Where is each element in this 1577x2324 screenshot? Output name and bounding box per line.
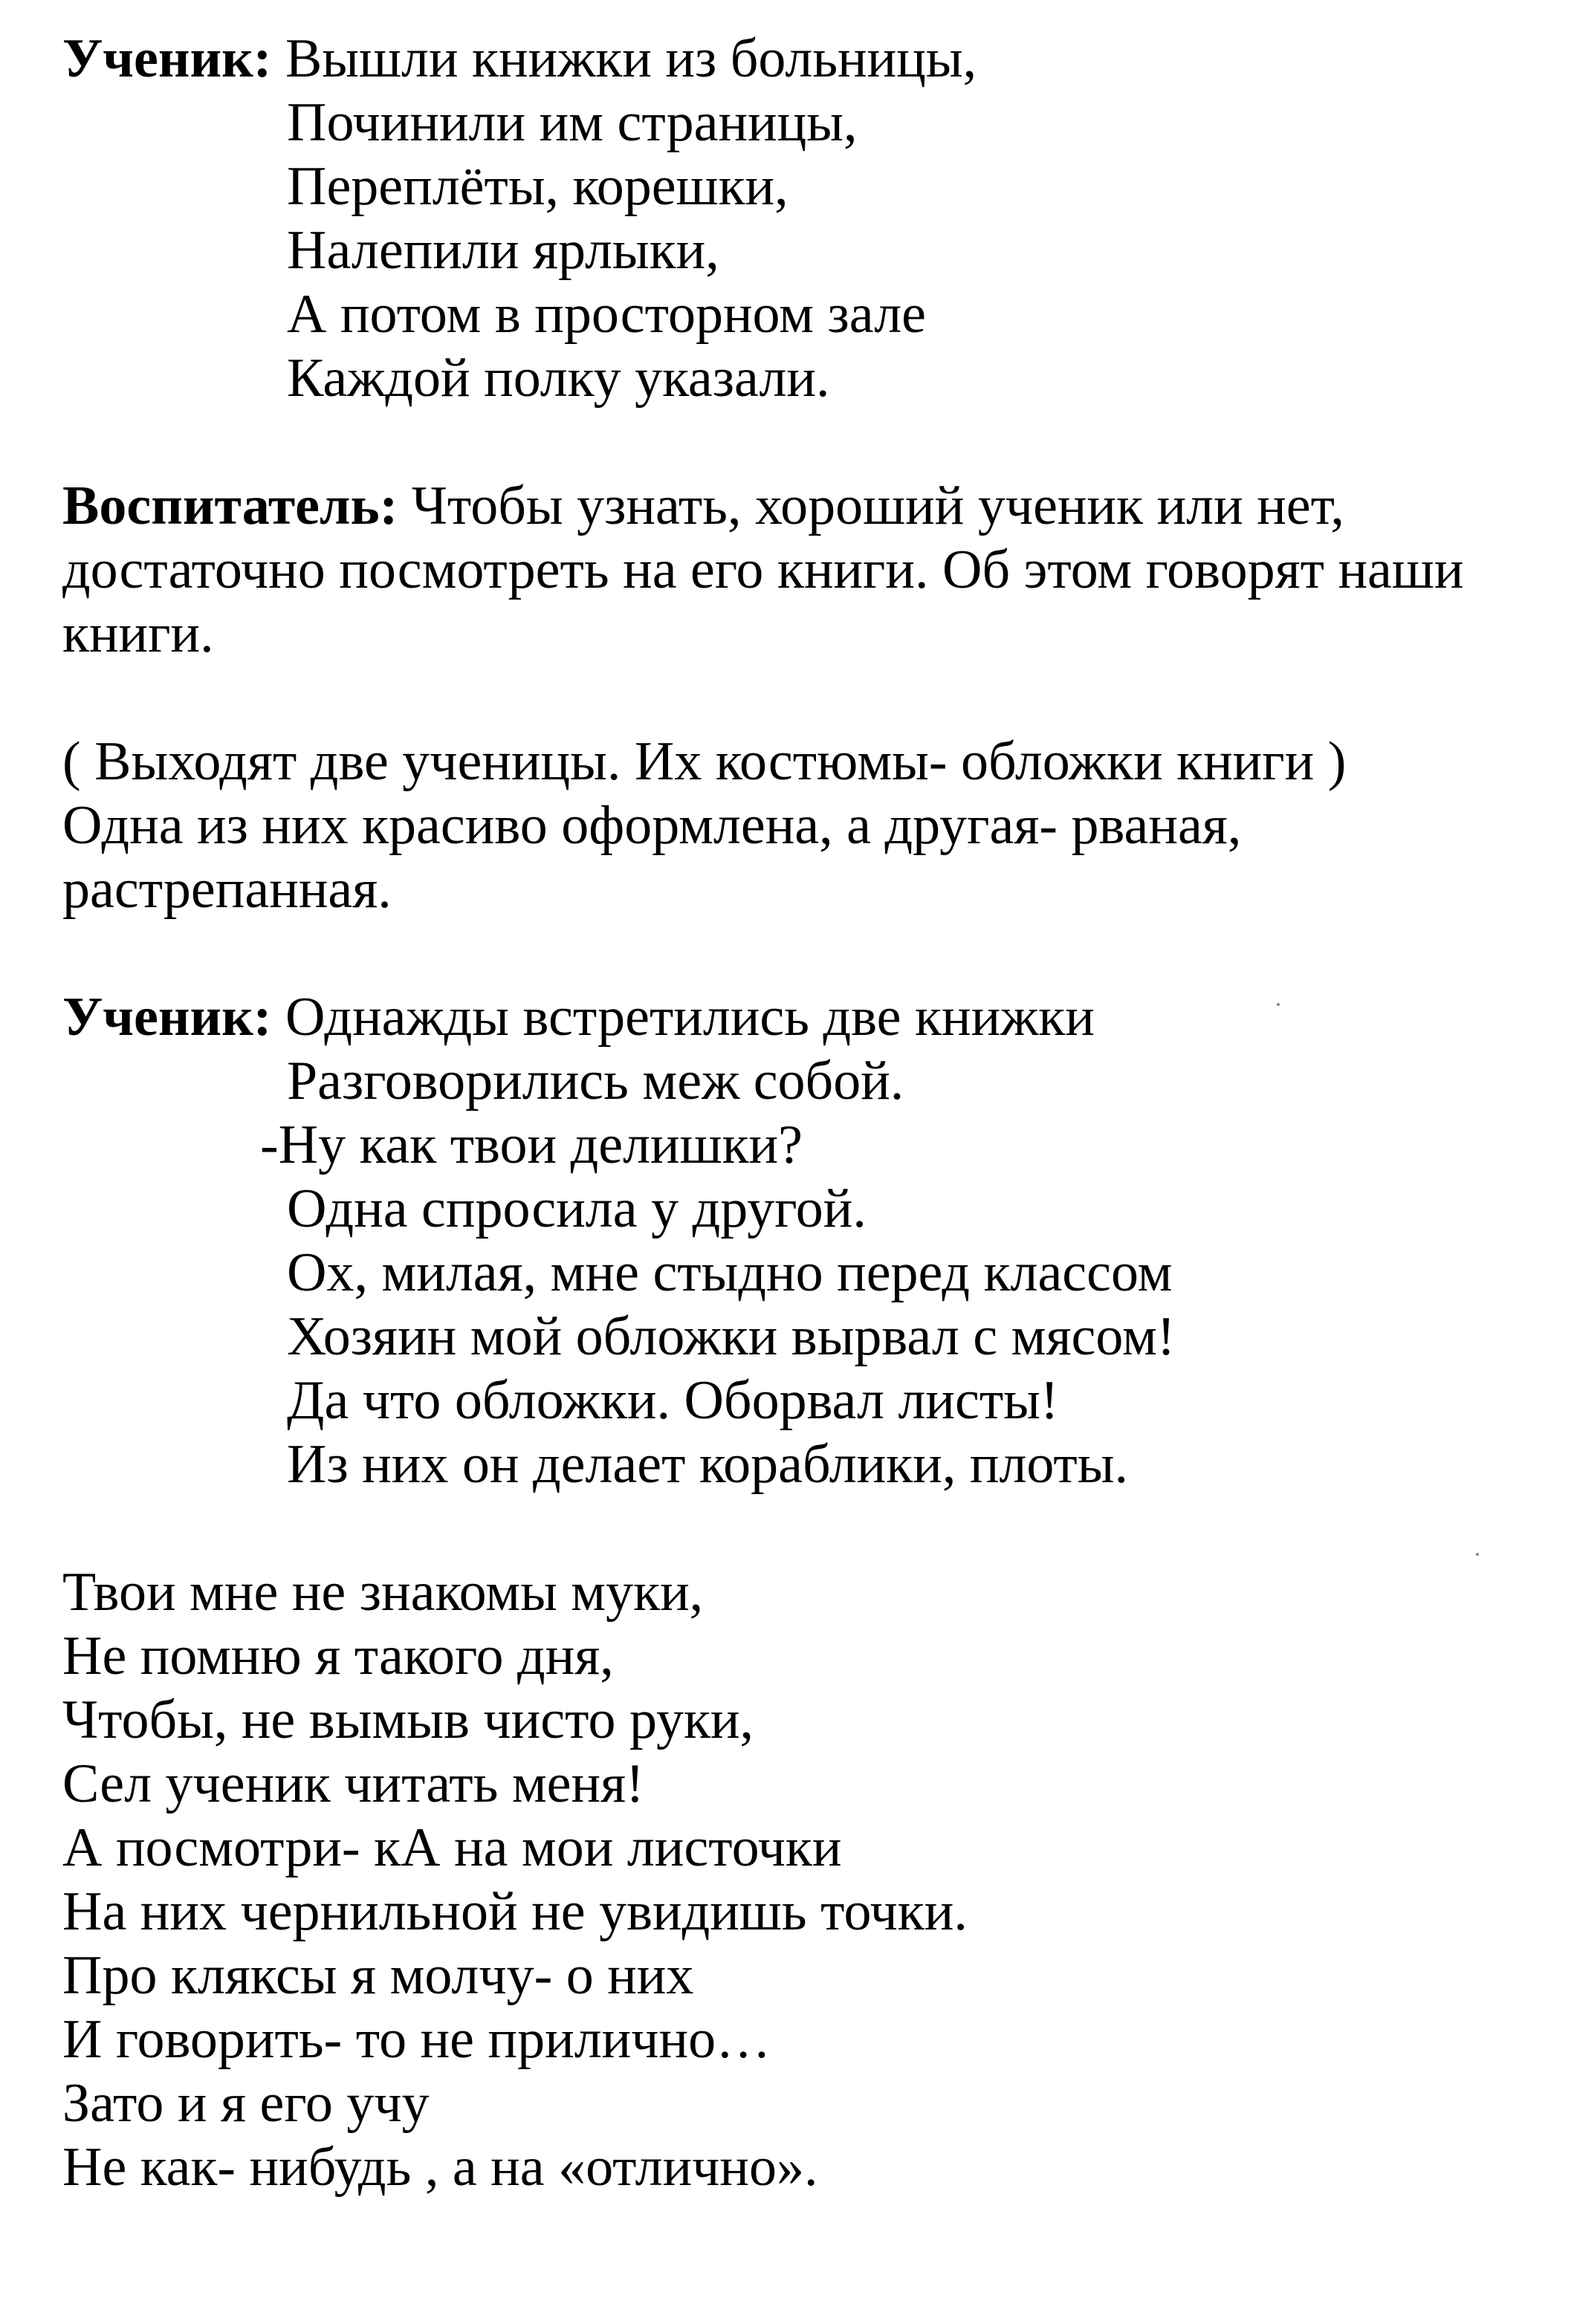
teacher-remark bbox=[62, 474, 1519, 666]
verse-line: Налепили ярлыки, bbox=[287, 220, 719, 281]
verse-line: На них чернильной не увидишь точки. bbox=[62, 1881, 968, 1942]
verse-line: Переплёты, корешки, bbox=[287, 156, 788, 217]
verse-line: -Ну как твои делишки? bbox=[260, 1114, 803, 1175]
verse-line: А посмотри- кА на мои листочки bbox=[62, 1817, 842, 1878]
remark-text: Чтобы узнать, хороший ученик или нет, bbox=[411, 475, 1344, 536]
remark-text: книги. bbox=[62, 603, 214, 664]
speaker-label: Воспитатель: bbox=[62, 475, 398, 536]
verse-first-line bbox=[62, 985, 1519, 1049]
stage-direction-line: растрепанная. bbox=[62, 859, 392, 920]
verse-line: Твои мне не знакомы муки, bbox=[62, 1562, 704, 1623]
stage-direction-line: Одна из них красиво оформлена, а другая- рваная, bbox=[62, 795, 1242, 856]
verse-line: Зато и я его учу bbox=[62, 2073, 430, 2134]
remark-first-line bbox=[62, 474, 1519, 538]
verse-line: Вышли книжки из больницы, bbox=[285, 28, 977, 89]
verse-line: Каждой полку указали. bbox=[287, 348, 830, 409]
verse-line: Ох, милая, мне стыдно перед классом bbox=[287, 1242, 1173, 1303]
remark-text: достаточно посмотреть на его книги. Об этом говорят наши bbox=[62, 539, 1464, 600]
verse-line: Одна спросила у другой. bbox=[287, 1178, 867, 1239]
verse-line: Сел ученик читать меня! bbox=[62, 1753, 644, 1814]
scan-speck bbox=[1476, 1553, 1479, 1556]
stage-direction-line: ( Выходят две ученицы. Их костюмы- обложки книги ) bbox=[62, 731, 1347, 792]
verse-line: Разговорились меж собой. bbox=[287, 1051, 904, 1111]
speaker-label: Ученик: bbox=[62, 28, 272, 89]
verse-line: Из них он делает кораблики, плоты. bbox=[287, 1434, 1128, 1495]
verse-line: Про кляксы я молчу- о них bbox=[62, 1945, 694, 2006]
verse-line: И говорить- то не прилично… bbox=[62, 2009, 771, 2070]
verse-line: Не как- нибудь , а на «отлично». bbox=[62, 2137, 818, 2198]
student-verse-books-hospital bbox=[62, 27, 1519, 410]
scan-speck bbox=[1277, 1003, 1280, 1006]
verse-line: Починили им страницы, bbox=[287, 92, 858, 153]
stage-direction bbox=[62, 730, 1519, 921]
verse-line: Чтобы, не вымыв чисто руки, bbox=[62, 1690, 754, 1750]
verse-line: Однажды встретились две книжки bbox=[285, 987, 1095, 1048]
verse-line: А потом в просторном зале bbox=[287, 284, 926, 345]
student-verse-two-books bbox=[62, 985, 1519, 1496]
verse-line: Не помню я такого дня, bbox=[62, 1626, 614, 1687]
verse-first-line bbox=[62, 27, 1519, 91]
verse-line: Да что обложки. Оборвал листы! bbox=[287, 1370, 1059, 1431]
good-book-reply-verse bbox=[62, 1560, 1519, 2199]
verse-line: Хозяин мой обложки вырвал с мясом! bbox=[287, 1306, 1176, 1367]
document-page bbox=[62, 27, 1519, 2199]
speaker-label: Ученик: bbox=[62, 987, 272, 1048]
